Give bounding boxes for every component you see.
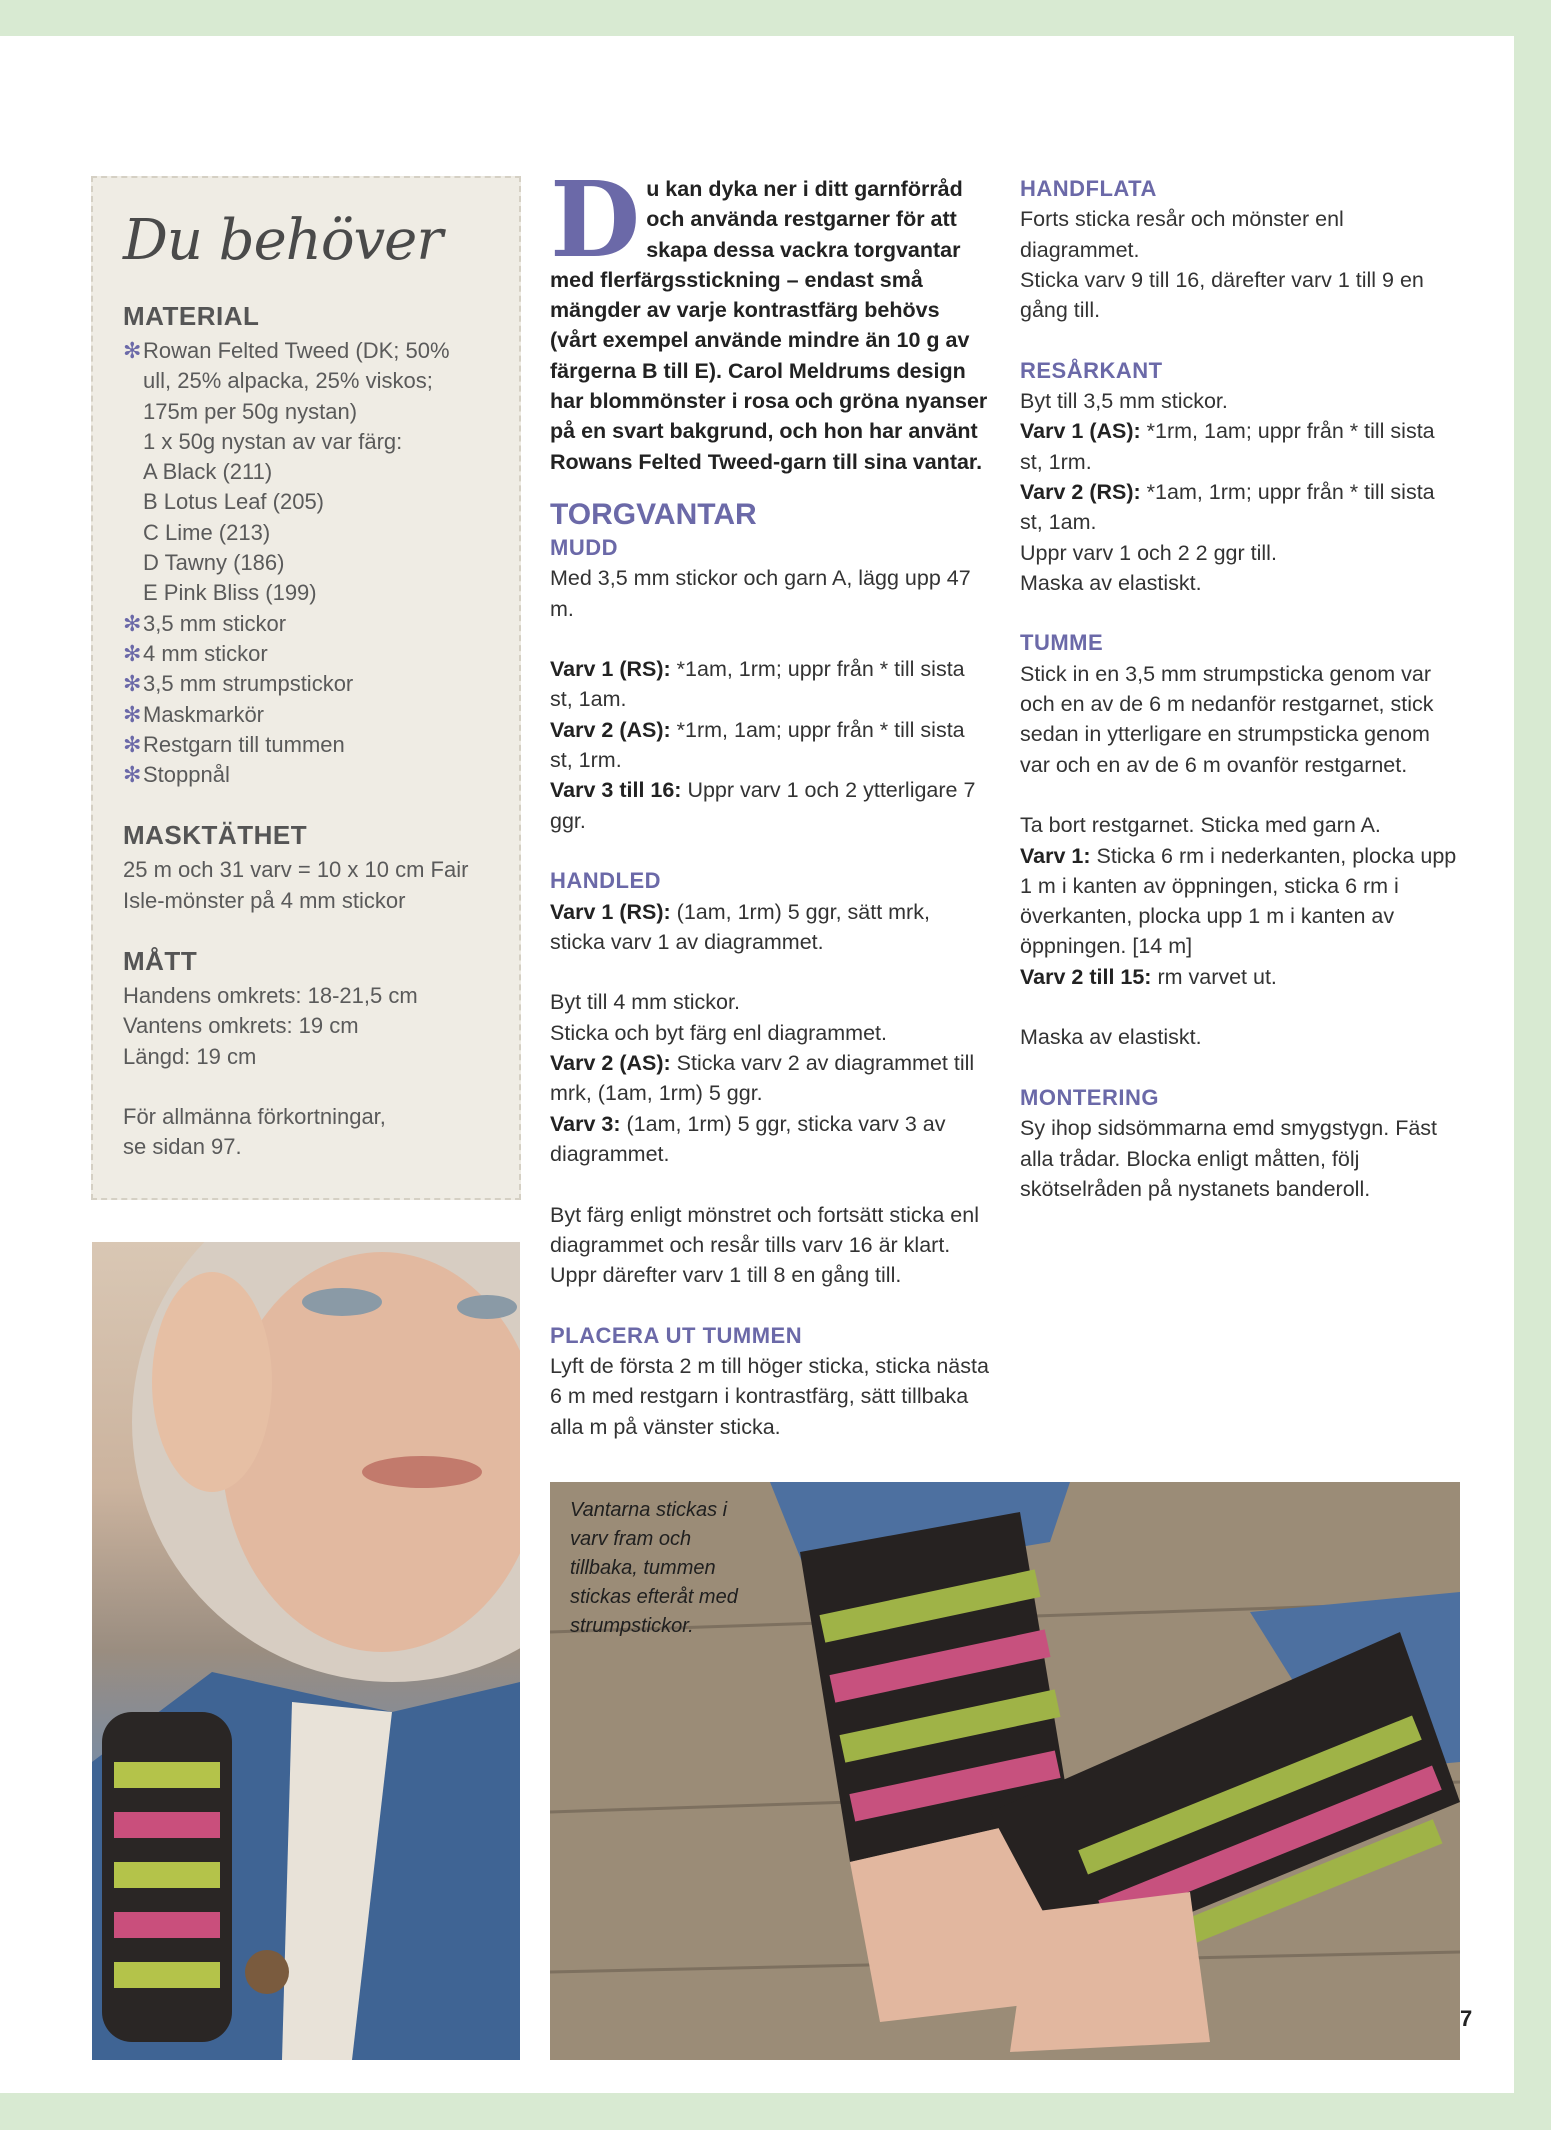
pattern-column-1	[550, 158, 990, 1442]
resarkant-row-2: Varv 2 (RS): *1am, 1rm; uppr från * till sista st, 1am.	[1020, 479, 1435, 535]
montering-heading: MONTERING	[1020, 1084, 1159, 1110]
mudd-row-2: Varv 2 (AS): *1rm, 1am; uppr från * till sista st, 1rm.	[550, 717, 965, 773]
gauge-text: 25 m och 31 varv = 10 x 10 cm Fair Isle-mönster på 4 mm stickor	[123, 857, 469, 913]
handflata-text-2: Sticka varv 9 till 16, därefter varv 1 till 9 en gång till.	[1020, 267, 1424, 323]
asterisk-icon: ✻	[123, 701, 142, 727]
handled-row-2: Varv 2 (AS): Sticka varv 2 av diagrammet till mrk, (1am, 1rm) 5 ggr.	[550, 1051, 975, 1106]
tumme-heading: TUMME	[1020, 630, 1104, 656]
gauge-heading: MASKTÄTHET	[123, 820, 308, 851]
pattern-column-2	[1020, 174, 1460, 1204]
material-heading: MATERIAL	[123, 301, 260, 331]
woman-wearing-mittens-photo	[92, 1242, 520, 2060]
abbreviations-note: För allmänna förkortningar, se sidan 97.	[123, 1103, 386, 1160]
tools-list	[123, 609, 499, 791]
magazine-page	[0, 36, 1514, 2093]
material-list	[123, 336, 499, 427]
yarn-color-list: 1 x 50g nystan av var färg: A Black (211) B Lotus Leaf (205) C Lime (213) D Tawny (186) E Pink Bliss (199)	[143, 428, 403, 606]
handled-row-1: Varv 1 (RS): (1am, 1rm) 5 ggr, sätt mrk, sticka varv 1 av diagrammet.	[550, 899, 930, 954]
drop-cap: D	[550, 158, 641, 281]
handled-row-3: Varv 3: (1am, 1rm) 5 ggr, sticka varv 3 av diagrammet.	[550, 1111, 946, 1166]
tumme-row-1: Varv 1: Sticka 6 rm i nederkanten, plocka upp 1 m i kanten av öppningen, sticka 6 rm i överkanten, plocka upp 1 m i kanten av öppningen. [14 m]	[1020, 843, 1457, 959]
asterisk-icon: ✻	[123, 338, 142, 363]
handflata-heading: HANDFLATA	[1020, 176, 1157, 201]
material-item: ✻ Restgarn till tummen	[123, 730, 499, 760]
handled-heading: HANDLED	[550, 868, 662, 894]
resarkant-bindoff: Maska av elastiskt.	[1020, 570, 1202, 595]
asterisk-icon: ✻	[123, 671, 142, 697]
handled-change-needles: Byt till 4 mm stickor. Sticka och byt färg enl diagrammet.	[550, 990, 887, 1045]
asterisk-icon: ✻	[123, 610, 142, 636]
intro-paragraph: Du kan dyka ner i ditt garnförråd och använda restgarner för att skapa dessa vackra torgvantar med flerfärgsstickning – endast små mängder av varje kontrastfärg behövs (vårt exempel använde mindre än 10 g av färgerna B till E). Carol Meldrums design har blommönster i rosa och gröna nyanser på en svart bakgrund, och hon har använt Rowans Felted Tweed-garn till sina vantar.	[550, 158, 988, 474]
material-item: ✻ 4 mm stickor	[123, 639, 499, 669]
photo-caption: Vantarna stickas i varv fram och tillbaka, tummen stickas efteråt med strumpstickor.	[570, 1499, 738, 1637]
placera-text: Lyft de första 2 m till höger sticka, sticka nästa 6 m med restgarn i kontrastfärg, sätt tillbaka alla m på vänster sticka.	[550, 1353, 989, 1439]
material-item: ✻ Rowan Felted Tweed (DK; 50% ull, 25% alpacka, 25% viskos; 175m per 50g nystan)	[123, 338, 450, 424]
mudd-heading: MUDD	[550, 534, 618, 560]
panel-title: Du behöver	[123, 208, 443, 273]
size-heading: MÅTT	[123, 946, 198, 977]
mudd-row-1: Varv 1 (RS): *1am, 1rm; uppr från * till sista st, 1am.	[550, 657, 965, 712]
page-number: 7	[1460, 2006, 1473, 2031]
asterisk-icon: ✻	[123, 762, 142, 788]
material-item: ✻ 3,5 mm stickor	[123, 609, 499, 639]
montering-text: Sy ihop sidsömmarna emd smygstygn. Fäst alla trådar. Blocka enligt måtten, följ skötselråden på nystanets banderoll.	[1020, 1116, 1438, 1201]
resarkant-row-1: Varv 1 (AS): *1rm, 1am; uppr från * till sista st, 1rm.	[1020, 419, 1435, 474]
resarkant-change: Byt till 3,5 mm stickor.	[1020, 389, 1228, 414]
material-item: ✻ Stoppnål	[123, 760, 499, 790]
resarkant-heading: RESÅRKANT	[1020, 357, 1163, 383]
handled-continue: Byt färg enligt mönstret och fortsätt sticka enl diagrammet och resår tills varv 16 är klart. Uppr därefter varv 1 till 8 en gång till.	[550, 1202, 979, 1288]
placera-heading: PLACERA UT TUMMEN	[550, 1322, 803, 1348]
tumme-text: Stick in en 3,5 mm strumpsticka genom var och en av de 6 m nedanför restgarnet, stick sedan in ytterligare en strumpsticka genom var och en av de 6 m ovanför restgarnet.	[1020, 661, 1434, 777]
materials-panel	[91, 176, 521, 1200]
mudd-row-3: Varv 3 till 16: Uppr varv 1 och 2 ytterligare 7 ggr.	[550, 778, 976, 833]
pattern-title: TORGVANTAR	[550, 497, 757, 531]
size-text: Handens omkrets: 18-21,5 cm Vantens omkrets: 19 cm Längd: 19 cm	[123, 983, 418, 1069]
tumme-bindoff: Maska av elastiskt.	[1020, 1025, 1202, 1050]
portrait-illustration	[92, 1242, 520, 2060]
tumme-row-2: Varv 2 till 15: rm varvet ut.	[1020, 964, 1277, 989]
asterisk-icon: ✻	[123, 731, 142, 757]
handflata-text-1: Forts sticka resår och mönster enl diagrammet.	[1020, 207, 1344, 262]
mudd-cast-on: Med 3,5 mm stickor och garn A, lägg upp 47 m.	[550, 566, 971, 621]
material-item: ✻ 3,5 mm strumpstickor	[123, 669, 499, 699]
asterisk-icon: ✻	[123, 640, 142, 666]
resarkant-repeat: Uppr varv 1 och 2 2 ggr till.	[1020, 540, 1277, 565]
material-item: ✻ Maskmarkör	[123, 700, 499, 730]
tumme-remove: Ta bort restgarnet. Sticka med garn A.	[1020, 813, 1381, 838]
